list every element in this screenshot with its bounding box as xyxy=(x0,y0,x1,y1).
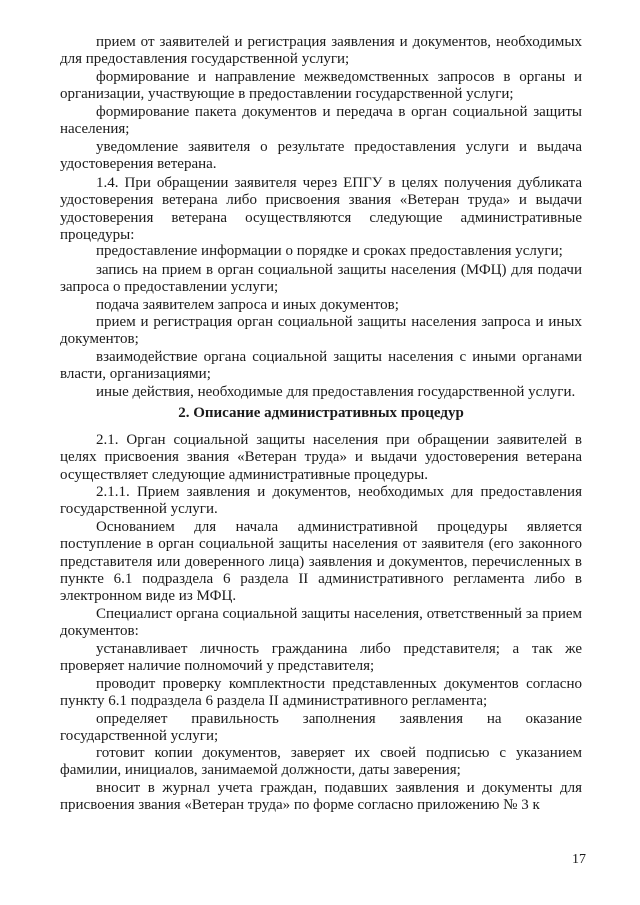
paragraph-3: формирование пакета документов и передача в орган социальной защиты населения; xyxy=(60,104,582,138)
paragraph-5: 1.4. При обращении заявителя через ЕПГУ в целях получения дубликата удостоверения ветерана либо присвоения звания «Ветеран труда» и выдачи удостоверения ветерана осуществляются следующие административные процедуры: xyxy=(60,175,582,243)
paragraph-12: 2.1. Орган социальной защиты населения при обращении заявителей в целях присвоения звания «Ветеран труда» и выдачи удостоверения ветерана осуществляет следующие административные процедуры. xyxy=(60,432,582,483)
paragraph-15: Специалист органа социальной защиты населения, ответственный за прием документов: xyxy=(60,606,582,640)
paragraph-16: устанавливает личность гражданина либо представителя; а так же проверяет наличие полномочий у представителя; xyxy=(60,641,582,675)
section-heading: 2. Описание административных процедур xyxy=(178,405,464,421)
page-number: 17 xyxy=(572,852,586,867)
paragraph-18: определяет правильность заполнения заявления на оказание государственной услуги; xyxy=(60,711,582,745)
paragraph-4: уведомление заявителя о результате предоставления услуги и выдача удостоверения ветерана. xyxy=(60,139,582,173)
paragraph-2: формирование и направление межведомственных запросов в органы и организации, участвующие в предоставлении государственной услуги; xyxy=(60,69,582,103)
paragraph-9: прием и регистрация орган социальной защиты населения запроса и иных документов; xyxy=(60,314,582,348)
paragraph-10: взаимодействие органа социальной защиты населения с иными органами власти, организациями; xyxy=(60,349,582,383)
paragraph-1: прием от заявителей и регистрация заявления и документов, необходимых для предоставления государственной услуги; xyxy=(60,34,582,68)
paragraph-11: иные действия, необходимые для предоставления государственной услуги. xyxy=(96,384,576,400)
paragraph-20: вносит в журнал учета граждан, подавших заявления и документы для присвоения звания «Ветеран труда» по форме согласно приложению № 3 к xyxy=(60,780,582,814)
paragraph-7: запись на прием в орган социальной защиты населения (МФЦ) для подачи запроса о предоставлении услуги; xyxy=(60,262,582,296)
paragraph-14: Основанием для начала административной процедуры является поступление в орган социальной защиты населения от заявителя (его законного представителя или доверенного лица) заявления и документов, перечисленных в пункте 6.1 подраздела 6 раздела II административного регламента либо в электронном виде из МФЦ. xyxy=(60,519,582,605)
paragraph-17: проводит проверку комплектности представленных документов согласно пункту 6.1 подраздела 6 раздела II административного регламента; xyxy=(60,676,582,710)
paragraph-13: 2.1.1. Прием заявления и документов, необходимых для предоставления государственной услуги. xyxy=(60,484,582,518)
paragraph-8: подача заявителем запроса и иных документов; xyxy=(96,297,399,313)
paragraph-6: предоставление информации о порядке и сроках предоставления услуги; xyxy=(96,243,563,259)
paragraph-19: готовит копии документов, заверяет их своей подписью с указанием фамилии, инициалов, занимаемой должности, даты заверения; xyxy=(60,745,582,779)
